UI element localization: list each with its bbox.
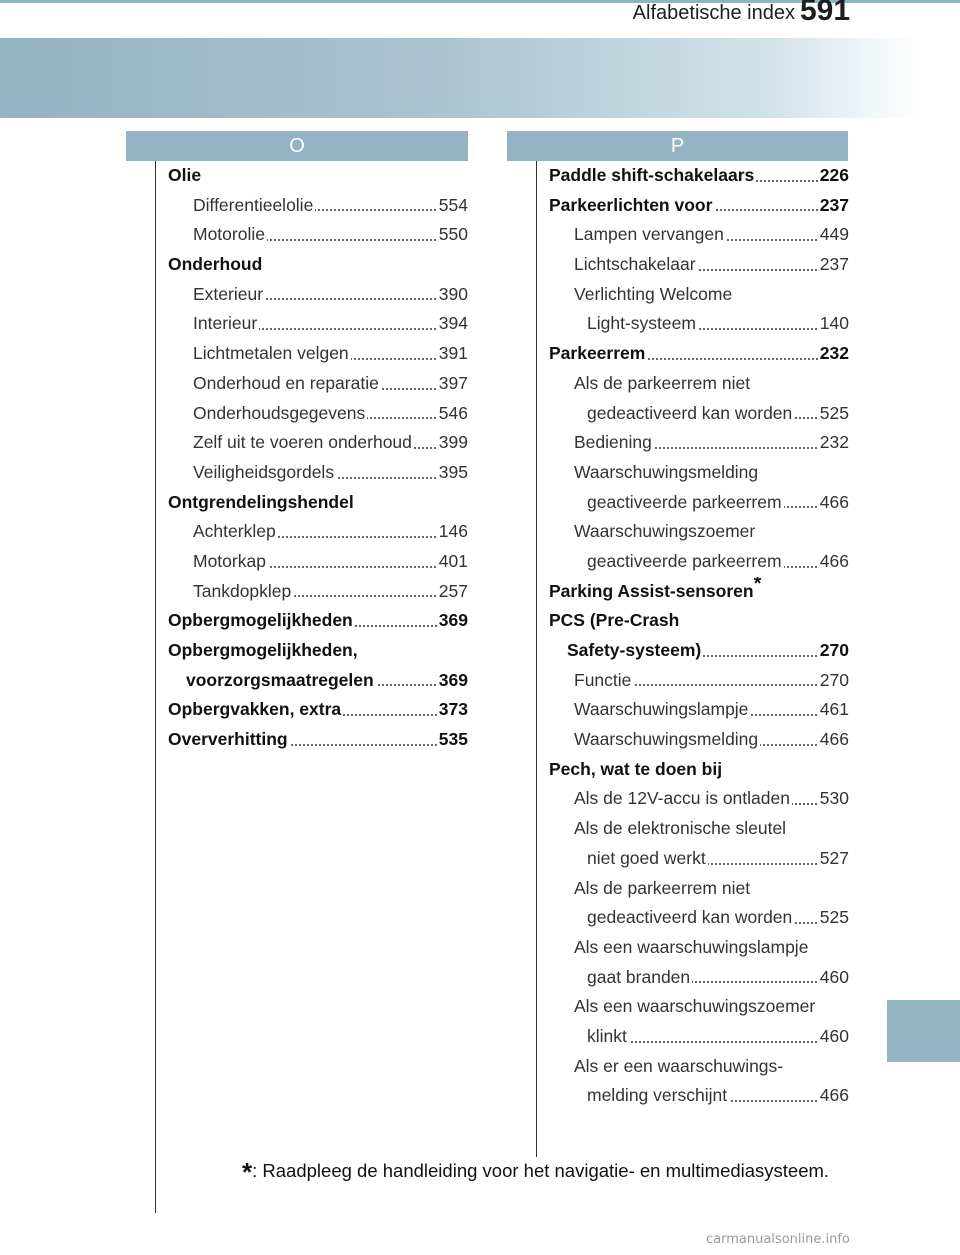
index-page-number: 232 [818,428,849,458]
section-letter-o: O [126,131,468,161]
index-entry [168,488,468,518]
index-page-number: 449 [818,220,849,250]
index-entry [168,161,468,191]
index-entry [549,636,849,666]
index-entry [168,547,468,577]
index-entry [168,695,468,725]
index-entry-text: Interieur [193,313,258,334]
index-entry-text: Opbergvakken, extra [168,699,342,720]
index-entry [168,280,468,310]
index-entry [549,963,849,993]
index-entry-text: Opbergmogelijkheden, [168,640,358,660]
index-entry [168,220,468,250]
index-entry-text: gedeactiveerd kan worden [587,907,793,928]
index-page-number: 390 [437,280,468,310]
index-entry-text: Als een waarschuwingslampje [574,936,809,957]
index-entry [549,933,849,963]
index-entry [549,874,849,904]
index-entry [549,309,849,339]
index-entry [549,399,849,429]
index-entry-text: Differentieelolie [193,194,314,215]
index-page-number: 270 [818,636,849,666]
index-entry-text: Motorkap [193,550,266,571]
index-page-number: 460 [818,1022,849,1052]
index-entry [168,369,468,399]
index-page-number: 554 [437,191,468,221]
index-entry-text: Parking Assist-sensoren* [549,581,763,601]
index-entry-text: niet goed werkt [587,847,706,868]
index-entry-text: Achterklep [193,521,276,542]
index-entry-text: Onderhoud en reparatie [193,372,379,393]
index-page-number: 535 [437,725,468,755]
index-entry [168,250,468,280]
index-page-number: 140 [818,309,849,339]
index-entry [549,488,849,518]
index-entry-text: Exterieur [193,283,264,304]
index-entry [549,784,849,814]
index-page-number: 394 [437,309,468,339]
index-entry [549,339,849,369]
index-page-number: 226 [818,161,849,191]
index-entry [549,428,849,458]
index-entry-text: geactiveerde parkeerrem [587,491,782,512]
index-entry-text: Als de 12V-accu is ontladen [574,788,790,809]
index-entry-text: Light-systeem [587,313,696,334]
index-entry [549,369,849,399]
index-page-number: 232 [818,339,849,369]
index-entry-text: PCS (Pre-Crash [549,610,680,631]
index-entry-text: voorzorgsmaatregelen [186,669,374,690]
index-entry-text: Tankdopklep [193,580,292,601]
index-entry [549,725,849,755]
index-entry-text: Onderhoudsgegevens [193,402,366,423]
index-entry [549,1052,849,1082]
index-entry-text: Safety-systeem) [567,640,702,660]
page-header-title: Alfabetische index [632,2,795,24]
index-entry-text: Motorolie [193,224,265,245]
index-page-number: 466 [818,1081,849,1111]
index-entry [549,992,849,1022]
index-entry-text: Zelf uit te voeren onderhoud [193,432,412,453]
index-entry-text: Als een waarschuwingszoemer [574,996,816,1017]
index-entry-text: Parkeerlichten voor [549,194,713,215]
index-page-number: 270 [818,666,849,696]
index-entry-text: Als de elektronische sleutel [574,818,787,839]
index-entry [168,428,468,458]
header-banner [0,38,960,118]
index-page-number: 369 [437,666,468,696]
index-entry-text: Paddle shift-schakelaars [549,165,755,185]
index-entry [168,606,468,636]
index-entry [549,1022,849,1052]
index-page-number: 401 [437,547,468,577]
footnote-marker: * [242,1157,253,1187]
index-entry [549,755,849,785]
index-entry [168,517,468,547]
index-entry-text: Verlichting Welcome [574,283,733,304]
index-entry-text: Waarschuwingszoemer [574,521,756,542]
index-entry [168,666,468,696]
footnote-ref: * [753,576,762,595]
index-page-number: 525 [818,399,849,429]
index-page-number: 466 [818,725,849,755]
index-entry-text: Oververhitting [168,729,288,750]
index-entry [549,814,849,844]
index-entry [549,517,849,547]
index-entry [549,250,849,280]
index-entry-text: Waarschuwingslampje [574,699,749,720]
section-letter-p: P [507,131,848,161]
column-divider-right [536,161,537,1157]
footnote [242,1157,852,1188]
index-column-o [168,161,468,755]
index-entry-text: Als er een waarschuwings- [574,1055,784,1076]
index-page-number: 237 [818,250,849,280]
index-entry [549,666,849,696]
index-entry-text: Lichtmetalen velgen [193,343,349,364]
index-page-number: 237 [818,191,849,221]
index-entry [168,339,468,369]
index-page-number: 527 [818,844,849,874]
index-entry [549,547,849,577]
index-page-number: 460 [818,963,849,993]
index-entry [168,399,468,429]
column-divider-left [155,161,156,1213]
chapter-thumb-tab [887,1000,960,1062]
index-page-number: 461 [818,695,849,725]
index-entry [168,309,468,339]
index-page-number: 530 [818,784,849,814]
index-entry [549,606,849,636]
index-entry-text: Lichtschakelaar [574,254,696,275]
index-page-number: 546 [437,399,468,429]
index-entry-text: Ontgrendelingshendel [168,491,354,512]
index-entry [549,220,849,250]
index-entry-text: gedeactiveerd kan worden [587,402,793,423]
index-entry-text: melding verschijnt [587,1085,728,1106]
index-entry-text: Olie [168,165,202,185]
index-entry [549,161,849,191]
index-entry [549,695,849,725]
index-entry [168,191,468,221]
watermark: carmanualsonline.info [706,1232,850,1247]
index-entry-text: Waarschuwingsmelding [574,729,759,750]
index-entry [549,280,849,310]
index-entry [549,844,849,874]
index-page-number: 550 [437,220,468,250]
index-entry [549,903,849,933]
index-page-number: 466 [818,547,849,577]
index-entry [549,1081,849,1111]
index-entry-text: gaat branden [587,966,691,987]
index-page-number: 373 [437,695,468,725]
index-entry-text: klinkt [587,1025,627,1046]
index-entry [168,636,468,666]
index-entry-text: Bediening [574,432,652,453]
index-entry [168,577,468,607]
index-entry-text: Als de parkeerrem niet [574,372,751,393]
index-entry-text: Waarschuwingsmelding [574,461,759,482]
index-entry [168,458,468,488]
index-entry-text: Functie [574,669,632,690]
index-page-number: 146 [437,517,468,547]
page-number: 591 [800,0,851,27]
index-entry-text: Pech, wat te doen bij [549,758,723,779]
index-entry-text: Als de parkeerrem niet [574,877,751,898]
index-column-p [549,161,849,1111]
index-page-number: 257 [437,577,468,607]
index-page-number: 391 [437,339,468,369]
index-entry [549,191,849,221]
index-page-number: 399 [437,428,468,458]
index-entry-text: Opbergmogelijkheden [168,610,353,631]
footnote-text: : Raadpleeg de handleiding voor het navigatie- en multimediasysteem. [252,1160,830,1181]
index-entry-text: Parkeerrem [549,343,646,364]
index-page-number: 397 [437,369,468,399]
index-entry [549,577,849,607]
index-entry-text: Onderhoud [168,254,263,275]
index-entry [549,458,849,488]
index-entry-text: Lampen vervangen [574,224,724,245]
index-entry-text: Veiligheidsgordels [193,461,335,482]
index-page-number: 525 [818,903,849,933]
index-page-number: 395 [437,458,468,488]
index-entry-text: geactiveerde parkeerrem [587,550,782,571]
index-entry [168,725,468,755]
index-page-number: 466 [818,488,849,518]
index-page-number: 369 [437,606,468,636]
